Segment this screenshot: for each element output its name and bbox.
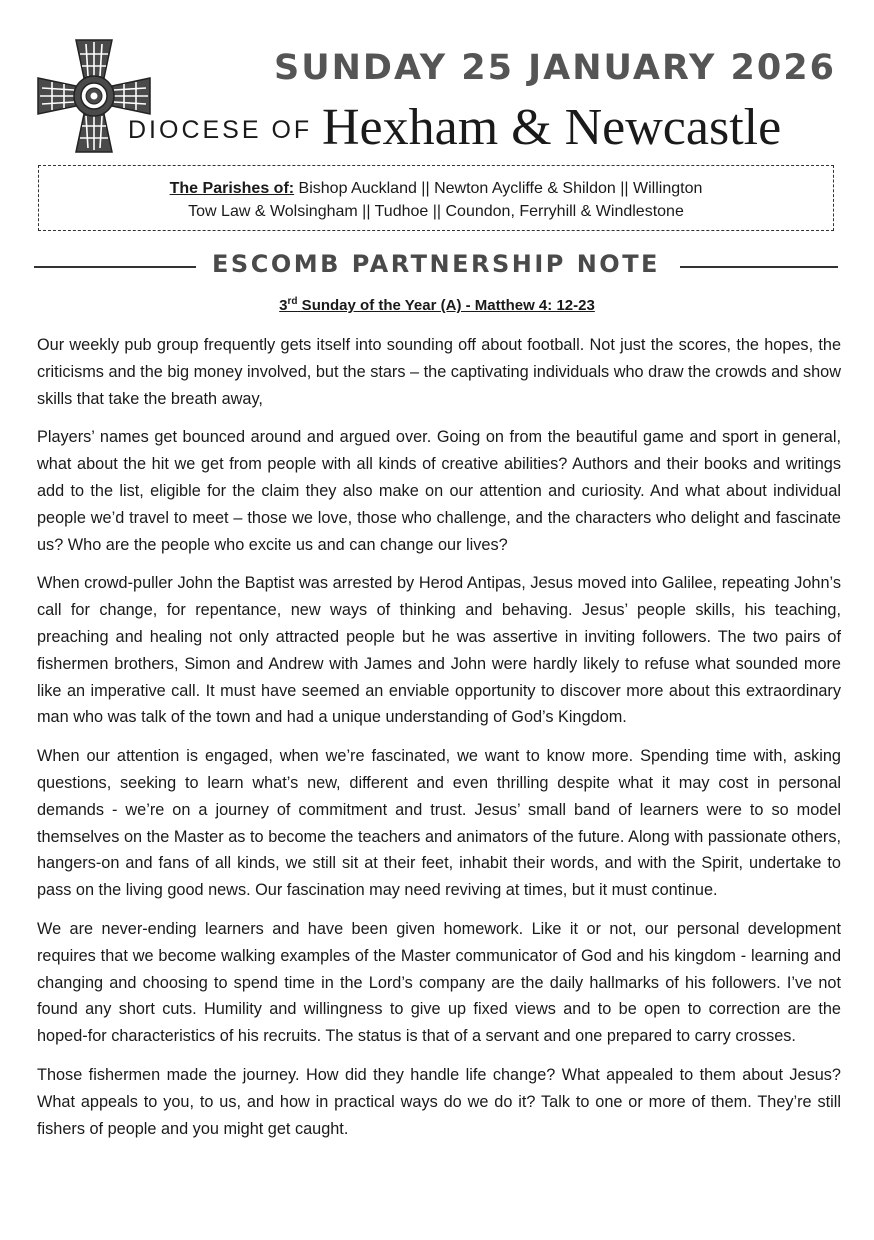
paragraph-6: Those fishermen made the journey. How did they handle life change? What appealed to them about Jesus? What appeals to you, to us, and how in practical ways do we do it? Talk to one or more of them. They’re still fishers of people and you might get caught.: [37, 1065, 841, 1138]
subtitle-ordinal: rd: [287, 296, 298, 307]
diocese-name: Hexham & Newcastle: [322, 99, 782, 156]
note-title: ESCOMB PARTNERSHIP NOTE: [212, 250, 660, 278]
paragraph-4: When our attention is engaged, when we’re fascinated, we want to know more. Spending time with, asking questions, seeking to learn what’s new, different and even thrilling despite what it may cost in personal demands - we’re on a journey of commitment and trust. Jesus’ small band of learners were to so model themselves on the Master as to become the teachers and animators of the future. Along with passionate others, hangers-on and fans of all kinds, we still sit at their feet, inhabit their words, and with the Spirit, undertake to pass on the living good news. Our fascination may need reviving at times, but it must continue.: [37, 747, 841, 900]
parishes-line-1: [39, 177, 833, 200]
paragraph-3: When crowd-puller John the Baptist was arrested by Herod Antipas, Jesus moved into Galilee, repeating John’s call for change, for repentance, new ways of thinking and behaving. Jesus’ people skills, his teaching, preaching and healing not only attracted people but he was assertive in inviting followers. The two pairs of fishermen brothers, Simon and Andrew with James and John were hardly likely to refuse what sounded more like an imperative call. It must have seemed an enviable opportunity to discover more about this extraordinary man who was talk of the town and had a unique understanding of God’s Kingdom.: [37, 574, 841, 727]
subtitle-number: 3: [279, 297, 288, 314]
subtitle-text: Sunday of the Year (A) - Matthew 4: 12-23: [297, 297, 595, 314]
parishes-list-1: Bishop Auckland || Newton Aycliffe & Shildon || Willington: [294, 180, 703, 197]
service-date: SUNDAY 25 JANUARY 2026: [274, 48, 836, 88]
parishes-line-2: Tow Law & Wolsingham || Tudhoe || Coundon, Ferryhill & Windlestone: [188, 203, 684, 220]
paragraph-5: We are never-ending learners and have been given homework. Like it or not, our personal development requires that we become walking examples of the Master communicator of God and his kingdom - learning and changing and choosing to spend time in the Lord’s company are the daily hallmarks of his followers. I’ve not found any short cuts. Humility and willingness to give up fixed views and to be open to correction are the hoped-for characteristics of his recruits. The status is that of a servant and one prepared to carry crosses.: [37, 919, 841, 1046]
diocese-label: DIOCESE OF: [128, 116, 313, 144]
note-title-row: [34, 250, 838, 284]
paragraph-2: Players’ names get bounced around and argued over. Going on from the beautiful game and sport in general, what about the hit we get from people with all kinds of creative abilities? Authors and their books and writings add to the list, eligible for the claim they also make on our attention and curiosity. And what about individual people we’d travel to meet – those we love, those who challenge, and the characters who delight and fascinate us? Who are the people who excite us and can change our lives?: [37, 428, 841, 554]
parishes-box: [38, 165, 834, 231]
note-body: [37, 332, 841, 1154]
paragraph-1: Our weekly pub group frequently gets itself into sounding off about football. Not just the scores, the hopes, the criticisms and the big money involved, but the stars – the captivating individuals who draw the crowds and show skills that take the breath away,: [37, 336, 841, 408]
reading-subtitle: [0, 296, 874, 314]
parishes-label: The Parishes of:: [169, 180, 295, 197]
title-rule-right: [680, 266, 838, 268]
